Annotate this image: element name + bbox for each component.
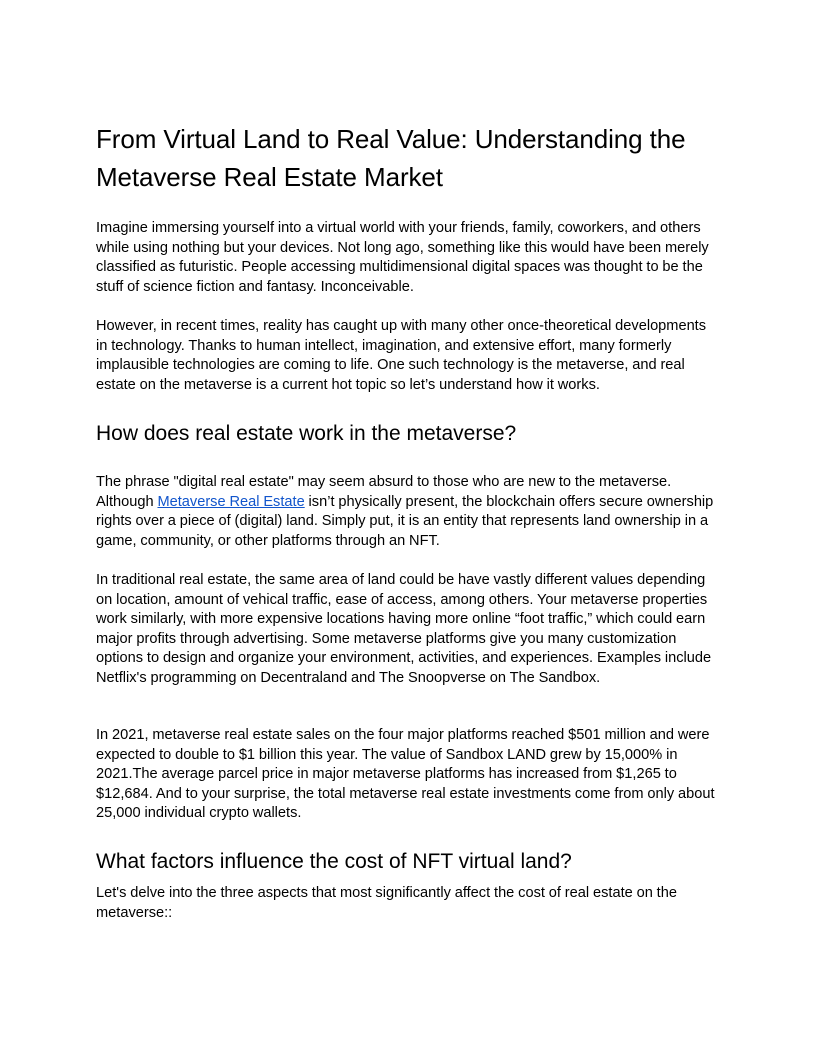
paragraph-text: isn’t physically present, the blockchain offers secure ownership rights over a piece of (digital) land. Simply put, it is an entity that represents land ownership in a game, community, or other platforms through an NFT. [96,493,714,549]
document-title: From Virtual Land to Real Value: Understanding the Metaverse Real Estate Market [96,124,686,192]
section-heading-nft-land-cost: What factors influence the cost of NFT virtual land? [96,850,572,873]
section-1-paragraph-3: In 2021, metaverse real estate sales on the four major platforms reached $501 million and were expected to double to $1 billion this year. The value of Sandbox LAND grew by 15,000% in 2021.The average parcel price in major metaverse platforms has increased from $1,265 to $12,684. And to your surprise, the total metaverse real estate investments come from only about 25,000 individual crypto wallets. [96,727,715,821]
section-2-paragraph-1: Let's delve into the three aspects that most significantly affect the cost of real estate on the metaverse:: [96,885,677,921]
section-1-paragraph-1 [96,473,720,551]
paragraph-text: The phrase "digital real estate" may seem absurd to those who are new to the metaverse. Although [96,474,672,510]
intro-paragraph-2: However, in recent times, reality has caught up with many other once-theoretical developments in technology. Thanks to human intellect, imagination, and extensive effort, many formerly implausible technologies are coming to life. One such technology is the metaverse, and real estate on the metaverse is a current hot topic so let’s understand how it works. [96,318,707,393]
metaverse-real-estate-link[interactable]: Metaverse Real Estate [157,493,305,510]
intro-paragraph-1: Imagine immersing yourself into a virtual world with your friends, family, coworkers, and others while using nothing but your devices. Not long ago, something like this would have been merely classified as futuristic. People accessing multidimensional digital spaces was thought to be the stuff of science fiction and fantasy. Inconceivable. [96,220,709,295]
section-heading-real-estate-metaverse: How does real estate work in the metaverse? [96,422,517,445]
section-1-paragraph-2: In traditional real estate, the same area of land could be have vastly different values depending on location, amount of vehical traffic, ease of access, among others. Your metaverse properties work similarly, with more expensive locations having more online “foot traffic,” which could earn major profits through advertising. Some metaverse platforms give you many customization options to design and organize your environment, activities, and experiences. Examples include Netflix's programming on Decentraland and The Snoopverse on The Sandbox. [96,572,712,686]
